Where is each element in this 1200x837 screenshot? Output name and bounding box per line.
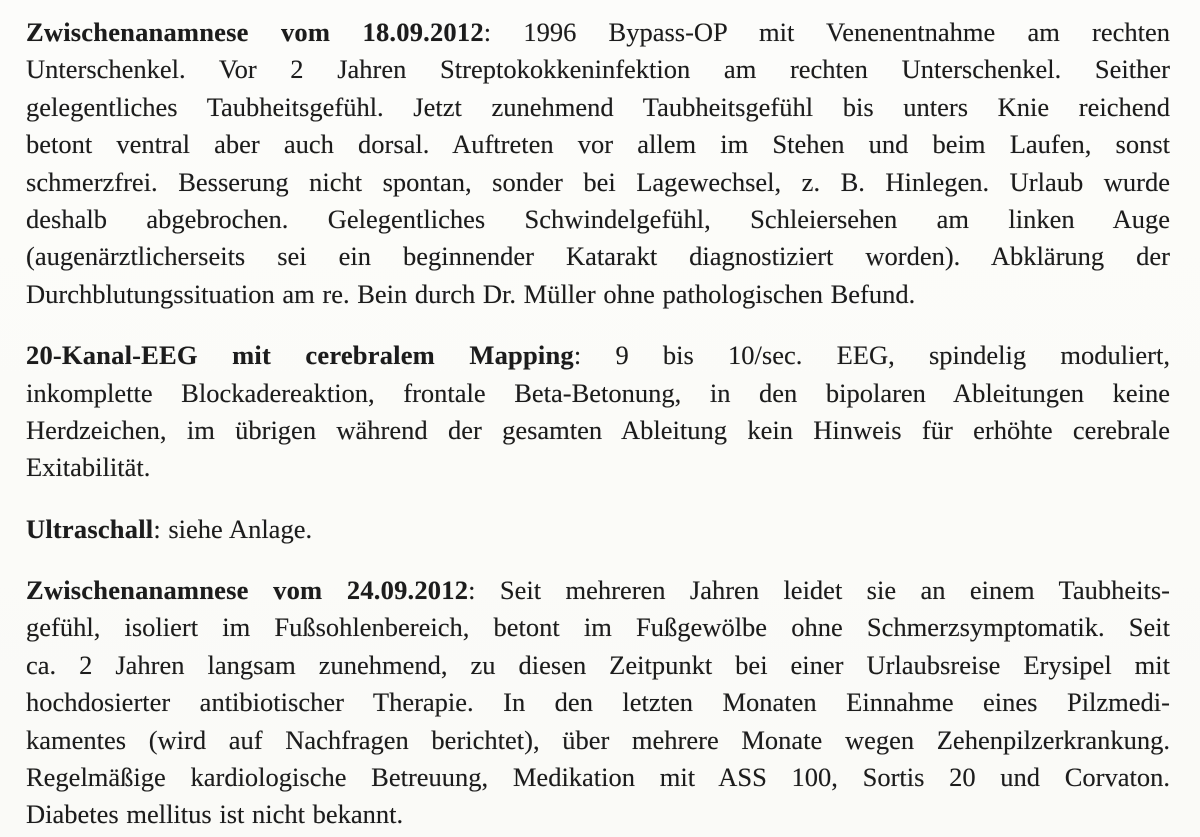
text-line: Regelmäßige kardiologische Betreuung, Medikation mit ASS 100, Sortis 20 und Corvaton. (26, 762, 1170, 793)
paragraph-heading: Zwischenanamnese vom 18.09.2012 (26, 17, 484, 47)
text-line: inkomplette Blockadereaktion, frontale Beta-Betonung, in den bipolaren Ableitungen keine (26, 377, 1170, 408)
paragraph (26, 337, 1170, 487)
paragraph (26, 511, 1170, 548)
text-line: betont ventral aber auch dorsal. Auftreten vor allem im Stehen und beim Laufen, sonst (26, 129, 1170, 160)
text-line: (augenärztlicherseits sei ein beginnender Katarakt diagnostiziert worden). Abklärung der (26, 241, 1170, 272)
paragraph (26, 572, 1170, 834)
text-line: Diabetes mellitus ist nicht bekannt. (26, 799, 404, 830)
paragraph (26, 14, 1170, 313)
text-line: Exitabilität. (26, 452, 151, 483)
text-line: Zwischenanamnese vom 18.09.2012: 1996 Bypass-OP mit Venenentnahme am rechten (26, 17, 1170, 47)
paragraph-heading: Zwischenanamnese vom 24.09.2012 (26, 575, 469, 606)
text-line: schmerzfrei. Besserung nicht spontan, sonder bei Lagewechsel, z. B. Hinlegen. Urlaub wurde (26, 166, 1170, 197)
text-line: gefühl, isoliert im Fußsohlenbereich, betont im Fußgewölbe ohne Schmerzsymptomatik. Seit (26, 612, 1170, 643)
paragraph-heading: 20-Kanal-EEG mit cerebralem Mapping (26, 340, 574, 371)
text-line: hochdosierter antibiotischer Therapie. In den letzten Monaten Einnahme eines Pilzmedi- (26, 687, 1170, 718)
text-line: gelegentliches Taubheitsgefühl. Jetzt zunehmend Taubheitsgefühl bis unters Knie reichend (26, 91, 1170, 122)
text-line: Ultraschall: siehe Anlage. (26, 513, 313, 544)
text-line: Herdzeichen, im übrigen während der gesamten Ableitung kein Hinweis für erhöhte cerebrale (26, 414, 1170, 445)
text-line: Zwischenanamnese vom 24.09.2012: Seit mehreren Jahren leidet sie an einem Taubheits- (26, 575, 1170, 606)
paragraph-heading: Ultraschall (26, 513, 154, 544)
text-line: 20-Kanal-EEG mit cerebralem Mapping: 9 bis 10/sec. EEG, spindelig moduliert, (26, 340, 1170, 371)
text-line: Unterschenkel. Vor 2 Jahren Streptokokkeninfektion am rechten Unterschenkel. Seither (26, 54, 1170, 85)
text-line: deshalb abgebrochen. Gelegentliches Schwindelgefühl, Schleiersehen am linken Auge (26, 203, 1170, 234)
text-line: ca. 2 Jahren langsam zunehmend, zu diesen Zeitpunkt bei einer Urlaubsreise Erysipel mit (26, 649, 1170, 680)
text-line: Durchblutungssituation am re. Bein durch Dr. Müller ohne pathologischen Befund. (26, 278, 916, 309)
document-body (26, 14, 1170, 834)
text-line: kamentes (wird auf Nachfragen berichtet), über mehrere Monate wegen Zehenpilzerkrankung. (26, 724, 1170, 755)
